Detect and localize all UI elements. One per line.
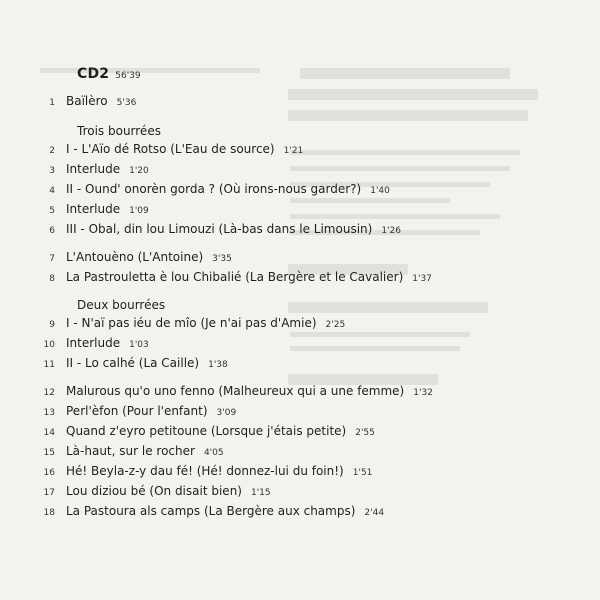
track-title: La Pastrouletta è lou Chibalié (La Bergère et le Cavalier)	[66, 270, 404, 284]
track-duration: 4'05	[203, 448, 224, 458]
disc-duration: 56'39	[115, 71, 141, 81]
track-row	[0, 162, 149, 182]
track-number: 15	[43, 448, 55, 458]
track-number: 2	[49, 146, 55, 156]
track-title: Malurous qu'o uno fenno (Malheureux qui a une femme)	[66, 384, 405, 398]
track-number: 9	[49, 320, 55, 330]
track-number: 6	[49, 226, 55, 236]
track-title: La Pastoura als camps (La Bergère aux champs)	[66, 504, 356, 518]
track-title: III - Obal, din lou Limouzi (Là-bas dans le Limousin)	[66, 222, 373, 236]
track-duration: 1'03	[129, 340, 149, 350]
track-title: Interlude	[66, 162, 121, 176]
track-row	[0, 404, 236, 424]
track-duration: 3'35	[212, 254, 232, 264]
track-row	[0, 424, 375, 444]
track-number: 3	[49, 166, 55, 176]
track-title: Hé! Beyla-z-y dau fé! (Hé! donnez-lui du foin!)	[66, 464, 344, 478]
disc-header	[77, 66, 141, 82]
track-title: Interlude	[66, 202, 121, 216]
track-number: 4	[49, 186, 55, 196]
track-row	[0, 384, 433, 404]
track-row	[0, 142, 303, 162]
group-heading-trois-bourrees: Trois bourrées	[77, 124, 161, 138]
track-duration: 1'32	[413, 388, 433, 398]
track-duration: 2'25	[325, 320, 346, 330]
track-title: Lou diziou bé (On disait bien)	[66, 484, 242, 498]
track-duration: 3'09	[216, 408, 237, 418]
track-number: 8	[49, 274, 55, 284]
track-number: 14	[43, 428, 55, 438]
track-title: L'Antouèno (L'Antoine)	[66, 250, 204, 264]
track-row	[0, 444, 224, 464]
track-number: 11	[43, 360, 55, 370]
track-title: Perl'èfon (Pour l'enfant)	[66, 404, 208, 418]
track-row	[0, 202, 149, 222]
track-row	[0, 504, 384, 524]
track-row	[0, 94, 136, 114]
track-title: Baïlèro	[66, 94, 108, 108]
track-number: 17	[43, 488, 55, 498]
track-title: I - N'aï pas iéu de mîo (Je n'ai pas d'Amie)	[66, 316, 317, 330]
track-row	[0, 316, 345, 336]
track-title: Quand z'eyro petitoune (Lorsque j'étais petite)	[66, 424, 347, 438]
track-duration: 1'20	[129, 166, 149, 176]
disc-title: CD2	[77, 66, 110, 82]
track-title: II - Lo calhé (La Caille)	[66, 356, 200, 370]
track-title: II - Ound' onorèn gorda ? (Où irons-nous garder?)	[66, 182, 362, 196]
track-number: 10	[43, 340, 55, 350]
track-duration: 1'21	[283, 146, 304, 156]
track-row	[0, 464, 372, 484]
track-row	[0, 250, 232, 270]
track-duration: 1'40	[370, 186, 390, 196]
track-row	[0, 356, 228, 376]
track-number: 16	[43, 468, 55, 478]
track-duration: 5'36	[116, 98, 137, 108]
track-number: 13	[43, 408, 55, 418]
track-number: 1	[49, 98, 55, 108]
track-number: 18	[43, 508, 55, 518]
track-row	[0, 484, 271, 504]
track-duration: 2'55	[355, 428, 375, 438]
track-row	[0, 222, 401, 242]
track-title: Interlude	[66, 336, 121, 350]
track-title: Là-haut, sur le rocher	[66, 444, 195, 458]
track-number: 5	[49, 206, 55, 216]
track-duration: 1'26	[381, 226, 401, 236]
group-heading-deux-bourrees: Deux bourrées	[77, 298, 166, 312]
track-duration: 2'44	[364, 508, 385, 518]
track-row	[0, 336, 149, 356]
track-duration: 1'38	[208, 360, 228, 370]
track-duration: 1'37	[412, 274, 432, 284]
track-row	[0, 182, 390, 202]
track-row	[0, 270, 432, 290]
track-duration: 1'51	[352, 468, 373, 478]
track-number: 12	[43, 388, 55, 398]
track-duration: 1'15	[250, 488, 271, 498]
track-title: I - L'Aïo dé Rotso (L'Eau de source)	[66, 142, 275, 156]
track-duration: 1'09	[129, 206, 149, 216]
track-number: 7	[49, 254, 55, 264]
